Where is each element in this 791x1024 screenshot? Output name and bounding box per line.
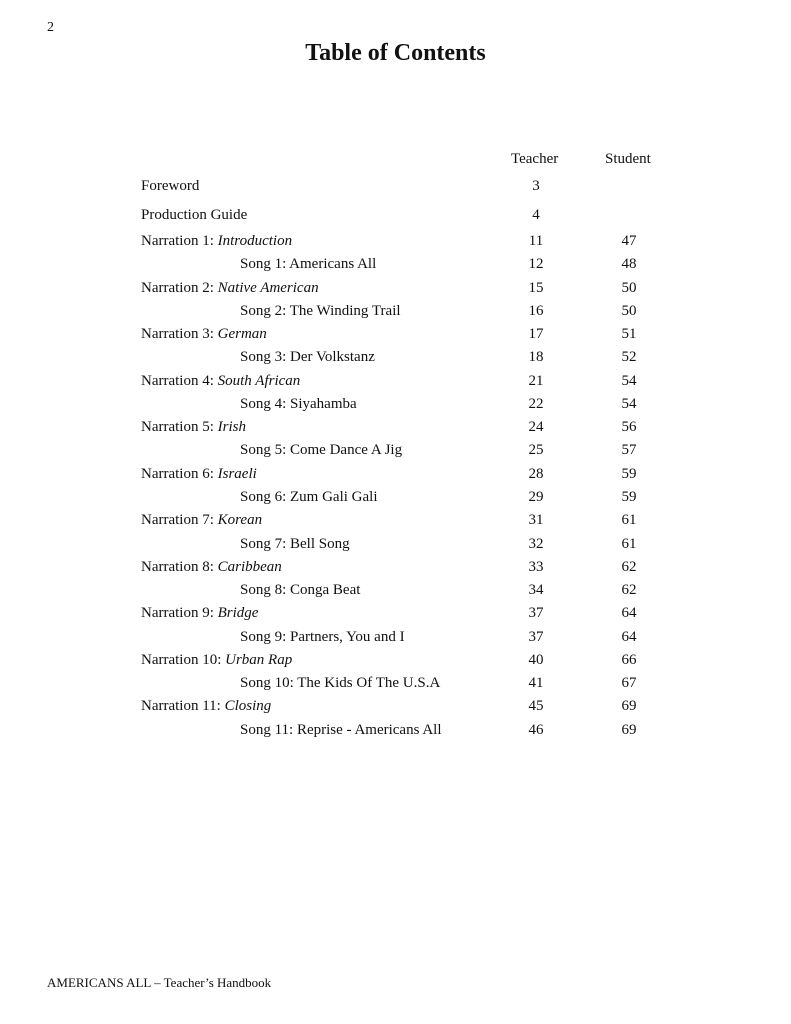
toc-entry-label: [240, 442, 402, 459]
teacher-page-number: 3: [532, 178, 540, 194]
student-page-number: 61: [621, 512, 637, 528]
teacher-page-number: 33: [528, 559, 544, 575]
teacher-page-number: 41: [528, 675, 544, 691]
toc-entry-label: [141, 280, 319, 297]
toc-entry-label: [240, 675, 440, 692]
teacher-page-number: 37: [528, 629, 544, 645]
toc-entry-subject: Urban Rap: [225, 652, 293, 668]
toc-narration-row: [0, 233, 791, 253]
teacher-column-header: Teacher: [511, 151, 559, 167]
toc-song-row: [0, 489, 791, 509]
toc-entry-prefix: Narration 11:: [141, 698, 225, 714]
student-page-number: 47: [621, 233, 637, 249]
student-page-number: 67: [621, 675, 637, 691]
toc-entry-prefix: Narration 3:: [141, 326, 218, 342]
student-column-header: Student: [605, 151, 651, 167]
teacher-page-number: 22: [528, 396, 544, 412]
toc-narration-row: [0, 512, 791, 532]
page-title: Table of Contents: [305, 40, 486, 66]
teacher-page-number: 31: [528, 512, 544, 528]
toc-entry-subject: Caribbean: [217, 559, 282, 575]
teacher-page-number: 28: [528, 466, 544, 482]
toc-entry-label: [141, 373, 300, 390]
toc-entry-prefix: Narration 6:: [141, 466, 218, 482]
toc-narration-row: [0, 652, 791, 672]
student-page-number: 61: [621, 536, 637, 552]
toc-entry-label: [141, 233, 292, 250]
toc-entry-subject: Bridge: [217, 605, 259, 621]
toc-narration-row: [0, 373, 791, 393]
toc-entry-prefix: Narration 5:: [141, 419, 218, 435]
toc-entry-label: [141, 652, 292, 669]
toc-song-row: [0, 675, 791, 695]
teacher-page-number: 34: [528, 582, 544, 598]
toc-entry-prefix: Song 9: Partners, You and I: [240, 629, 405, 645]
toc-song-row: [0, 349, 791, 369]
teacher-page-number: 12: [528, 256, 544, 272]
student-page-number: 64: [621, 629, 637, 645]
toc-entry-label: [141, 178, 199, 195]
teacher-page-number: 29: [528, 489, 544, 505]
toc-entry-subject: Korean: [217, 512, 263, 528]
student-page-number: 52: [621, 349, 637, 365]
student-page-number: 54: [621, 373, 637, 389]
student-page-number: 69: [621, 698, 637, 714]
toc-song-row: [0, 536, 791, 556]
toc-entry-label: [141, 207, 247, 224]
toc-entry-label: [240, 303, 401, 320]
teacher-page-number: 17: [528, 326, 544, 342]
toc-entry-prefix: Narration 1:: [141, 233, 218, 249]
teacher-page-number: 46: [528, 722, 544, 738]
toc-entry-prefix: Foreword: [141, 178, 200, 194]
toc-song-row: [0, 629, 791, 649]
toc-song-row: [0, 722, 791, 742]
toc-song-row: [0, 256, 791, 276]
toc-entry-prefix: Narration 7:: [141, 512, 218, 528]
student-page-number: 59: [621, 489, 637, 505]
teacher-page-number: 16: [528, 303, 544, 319]
toc-row: [0, 207, 791, 227]
student-page-number: 50: [621, 303, 637, 319]
toc-song-row: [0, 396, 791, 416]
toc-entry-subject: South African: [217, 373, 301, 389]
toc-entry-label: [141, 419, 246, 436]
teacher-page-number: 24: [528, 419, 544, 435]
toc-song-row: [0, 442, 791, 462]
teacher-page-number: 32: [528, 536, 544, 552]
toc-entry-prefix: Song 2: The Winding Trail: [240, 303, 401, 319]
toc-entry-label: [141, 698, 271, 715]
toc-entry-label: [240, 582, 360, 599]
teacher-page-number: 37: [528, 605, 544, 621]
toc-entry-prefix: Narration 8:: [141, 559, 218, 575]
toc-entry-label: [240, 256, 376, 273]
student-page-number: 64: [621, 605, 637, 621]
toc-entry-label: [240, 489, 378, 506]
toc-entry-prefix: Narration 9:: [141, 605, 218, 621]
toc-entry-label: [141, 326, 267, 343]
student-page-number: 56: [621, 419, 637, 435]
toc-entry-label: [141, 512, 262, 529]
toc-entry-label: [240, 536, 350, 553]
teacher-page-number: 4: [532, 207, 540, 223]
toc-entry-prefix: Song 10: The Kids Of The U.S.A: [240, 675, 441, 691]
toc-narration-row: [0, 559, 791, 579]
toc-narration-row: [0, 326, 791, 346]
teacher-page-number: 15: [528, 280, 544, 296]
toc-row: [0, 178, 791, 198]
toc-entry-label: [141, 466, 257, 483]
toc-narration-row: [0, 605, 791, 625]
toc-entry-prefix: Song 11: Reprise - Americans All: [240, 722, 442, 738]
toc-entry-subject: German: [217, 326, 267, 342]
toc-narration-row: [0, 419, 791, 439]
toc-song-row: [0, 582, 791, 602]
toc-entry-prefix: Production Guide: [141, 207, 248, 223]
toc-entry-prefix: Song 3: Der Volkstanz: [240, 349, 375, 365]
toc-entry-prefix: Narration 4:: [141, 373, 218, 389]
toc-entry-subject: Introduction: [217, 233, 293, 249]
toc-entry-prefix: Narration 10:: [141, 652, 226, 668]
toc-entry-label: [240, 396, 357, 413]
toc-entry-label: [141, 605, 258, 622]
teacher-page-number: 21: [528, 373, 544, 389]
student-page-number: 66: [621, 652, 637, 668]
toc-song-row: [0, 303, 791, 323]
student-page-number: 50: [621, 280, 637, 296]
toc-entry-prefix: Song 1: Americans All: [240, 256, 377, 272]
toc-entry-prefix: Song 6: Zum Gali Gali: [240, 489, 378, 505]
student-page-number: 59: [621, 466, 637, 482]
toc-entry-subject: Irish: [217, 419, 246, 435]
toc-narration-row: [0, 698, 791, 718]
teacher-page-number: 11: [528, 233, 544, 249]
toc-entry-label: [141, 559, 282, 576]
toc-narration-row: [0, 466, 791, 486]
student-page-number: 51: [621, 326, 637, 342]
student-page-number: 54: [621, 396, 637, 412]
teacher-page-number: 18: [528, 349, 544, 365]
toc-entry-prefix: Song 7: Bell Song: [240, 536, 350, 552]
footer: AMERICANS ALL – Teacher’s Handbook: [47, 975, 272, 990]
toc-entry-prefix: Narration 2:: [141, 280, 218, 296]
toc-narration-row: [0, 280, 791, 300]
student-page-number: 62: [621, 582, 637, 598]
student-page-number: 48: [621, 256, 637, 272]
toc-entry-label: [240, 629, 405, 646]
toc-entry-label: [240, 349, 375, 366]
student-page-number: 62: [621, 559, 637, 575]
teacher-page-number: 25: [528, 442, 544, 458]
teacher-page-number: 45: [528, 698, 544, 714]
page-number: 2: [47, 20, 54, 35]
student-page-number: 69: [621, 722, 637, 738]
toc-entry-subject: Closing: [224, 698, 272, 714]
toc-entry-subject: Native American: [217, 280, 319, 296]
toc-entry-prefix: Song 8: Conga Beat: [240, 582, 361, 598]
toc-entry-label: [240, 722, 442, 739]
toc-entry-prefix: Song 4: Siyahamba: [240, 396, 357, 412]
toc-entry-subject: Israeli: [217, 466, 257, 482]
toc-entry-prefix: Song 5: Come Dance A Jig: [240, 442, 403, 458]
student-page-number: 57: [621, 442, 637, 458]
teacher-page-number: 40: [528, 652, 544, 668]
